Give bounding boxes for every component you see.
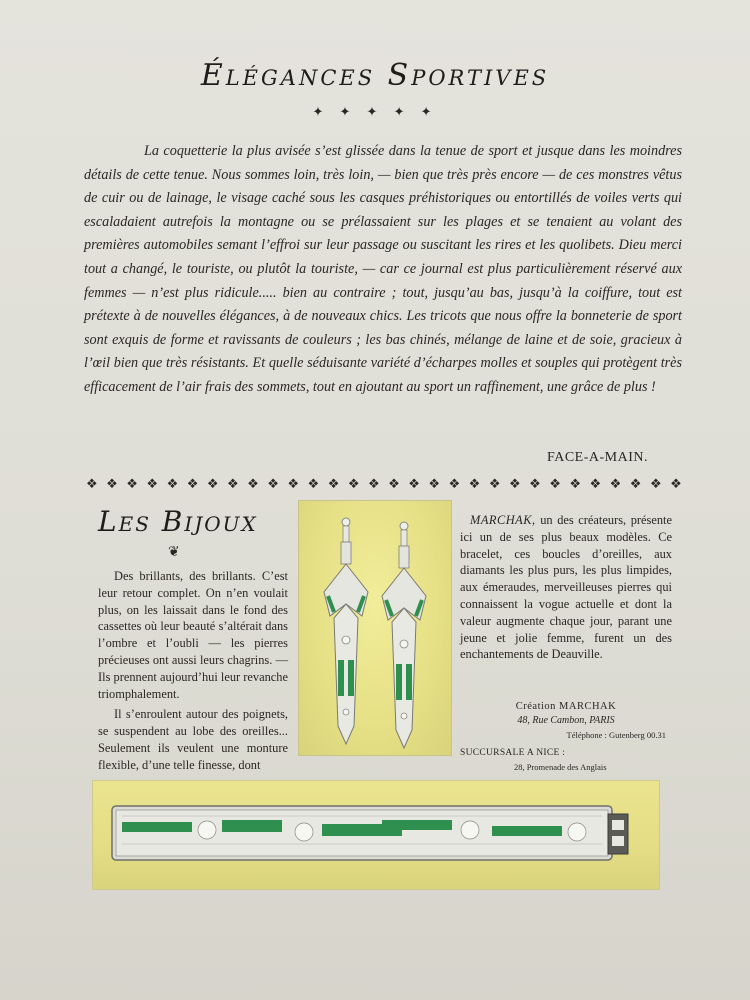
page-title: Élégances Sportives xyxy=(200,58,550,93)
ornament-glyph: ❖ xyxy=(327,477,340,492)
ornament-glyph: ❖ xyxy=(367,477,380,492)
ornament-glyph: ❖ xyxy=(589,477,602,492)
ornament-glyph: ❖ xyxy=(126,477,138,492)
credit-block xyxy=(460,700,672,774)
ornament-glyph: ❖ xyxy=(146,477,159,492)
ornament-glyph: ❖ xyxy=(388,477,400,492)
bijoux-text xyxy=(98,568,288,774)
bracelet-photo xyxy=(92,780,660,890)
title-stars-ornament: ✦ ✦ ✦ ✦ ✦ xyxy=(312,105,438,120)
ornament-glyph: ❖ xyxy=(468,477,481,492)
ornament-glyph: ❖ xyxy=(670,477,682,492)
ornament-glyph: ❖ xyxy=(86,477,98,492)
ornament-glyph: ❖ xyxy=(347,477,360,492)
bracelet-illustration xyxy=(92,780,660,890)
article-signature: FACE-A-MAIN. xyxy=(546,450,648,465)
marchak-paragraph: un des créateurs, présente ici un de ses plus beaux modèles. Ce bracelet, ces boucles d’oreilles, aux diamants les plus purs, les plus limpides, aux émeraudes, merveilleuses pierres qui connaissent la vogue actuelle et dont la valeur augmente chaque jour, parant une jeune et jolie femme, furent un des enchantements de Deauville. xyxy=(460,513,672,662)
ornament-glyph: ❖ xyxy=(247,477,259,492)
ornament-glyph: ❖ xyxy=(629,477,642,492)
article-paragraph: La coquetterie la plus avisée s’est glissée dans la tenue de sport et jusque dans les moindres détails de cette tenue. Nous sommes loin, très loin, — bien que très près encore — de ces monstres vêtus de cuir ou de lainage, le visage caché sous les casques préhistoriques ou entortillés de voiles verts qui escaladaient autrefois la montagne ou se prélassaient sur les plages et se tenaient au volant des premières automobiles semant l’effroi sur leur passage ou suscitant les rires et les quolibets. Dieu merci tout a changé, le touriste, ou plutôt la touriste, — car ce journal est plus particulièrement réservé aux femmes — n’est plus ridicule..... bien au contraire ; tout, jusqu’au bas, jusqu’à la coiffure, tout est prétexte à de nouvelles élégances, à de nouveaux chics. Les tricots que nous offre la bonneterie de sport sont exquis de forme et ravissants de couleurs ; les bas chinés, mélange de laine et de soie, gracieux à l’œil bien que très résistants. Et quelle séduisante variété d’écharpes molles et souples qui protègent très efficacement de l’air frais des sommets, tout en ajoutant au sport un raffinement, une grâce de plus ! xyxy=(84,143,682,395)
ornament-glyph: ❖ xyxy=(106,477,118,492)
brand-name: MARCHAK, xyxy=(470,513,536,527)
ornament-glyph: ❖ xyxy=(549,477,561,492)
flourish-icon: ❦ xyxy=(168,544,180,560)
ornament-glyph: ❖ xyxy=(609,477,622,492)
ornament-glyph: ❖ xyxy=(226,477,239,492)
ornament-glyph: ❖ xyxy=(649,477,662,492)
earrings-photo xyxy=(298,500,452,756)
decorative-border xyxy=(86,476,682,494)
ornament-glyph: ❖ xyxy=(428,477,441,492)
earrings-illustration xyxy=(298,500,452,756)
ornament-glyph: ❖ xyxy=(569,477,582,492)
marchak-text xyxy=(460,512,672,663)
ornament-glyph: ❖ xyxy=(448,477,461,492)
ornament-glyph: ❖ xyxy=(166,477,179,492)
section-heading: Les Bijoux xyxy=(98,505,258,538)
ornament-glyph: ❖ xyxy=(206,477,219,492)
credit-address: 48, Rue Cambon, PARIS xyxy=(517,715,615,726)
ornament-glyph: ❖ xyxy=(488,477,501,492)
bijoux-paragraph-1: Des brillants, des brillants. C’est leur retour complet. On n’en voulait plus, on les laissait dans le fond des cassettes où leur beauté s’altérait dans l’ombre et l’oubli — les pierres précieuses ont aussi leurs chagrins. — Ils prennent aujourd’hui leur revanche triomphalement. xyxy=(98,569,288,701)
ornament-glyph: ❖ xyxy=(408,477,420,492)
ornament-glyph: ❖ xyxy=(529,477,541,492)
ornament-glyph: ❖ xyxy=(186,477,199,492)
bijoux-paragraph-2: Il s’enroulent autour des poignets, se suspendent au lobe des oreilles... Seulement ils veulent une monture flexible, d’une telle finesse, dont xyxy=(98,707,288,772)
ornament-glyph: ❖ xyxy=(287,477,300,492)
ornament-glyph: ❖ xyxy=(267,477,279,492)
credit-branch-address: 28, Promenade des Anglais xyxy=(514,762,607,772)
article-body xyxy=(84,140,682,400)
credit-branch: SUCCURSALE A NICE : xyxy=(460,748,566,758)
ornament-glyph: ❖ xyxy=(508,477,521,492)
credit-creation: Création MARCHAK xyxy=(515,701,617,712)
credit-phone: Téléphone : Gutenberg 00.31 xyxy=(566,730,666,740)
ornament-glyph: ❖ xyxy=(307,477,320,492)
